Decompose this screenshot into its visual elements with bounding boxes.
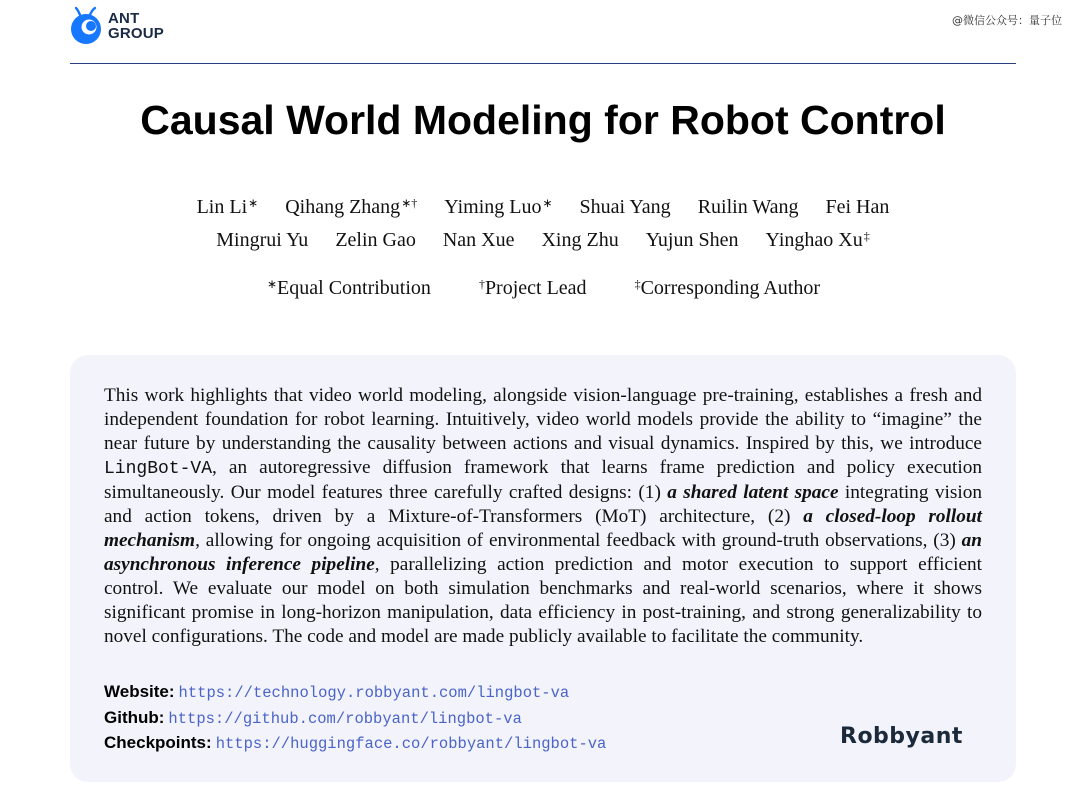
ant-group-logo [69,6,164,46]
resource-links [104,680,606,757]
author: Lin Li∗ [196,196,259,218]
website-label: Website: [104,682,175,701]
model-name: LingBot-VA [104,459,213,479]
logo-text-ant: ANT [108,10,140,27]
checkpoints-label: Checkpoints: [104,733,212,752]
design-1: a shared latent space [667,482,839,503]
note-equal-contribution: ∗Equal Contribution [266,277,431,299]
robbyant-logo: Robbyant [840,724,963,749]
author: Ruilin Wang [697,196,799,218]
author: Shuai Yang [579,196,671,218]
github-link[interactable]: https://github.com/robbyant/lingbot-va [168,709,522,728]
website-link[interactable]: https://technology.robbyant.com/lingbot-va [178,684,570,702]
checkpoints-link[interactable]: https://huggingface.co/robbyant/lingbot-va [215,735,607,753]
github-row [104,706,606,732]
author: Yiming Luo∗ [444,196,553,218]
abstract-text: This work highlights that video world modeling, alongside vision-language pre-training, establishes a fresh and independent foundation for robot learning. Intuitively, video world models provide the ability to “imagine” the near future by understanding the causality between actions and visual dynamics. Inspired by this, we introduce LingBot-VA, an autoregressive diffusion framework that learns frame prediction and policy execution simultaneously. Our model features three carefully crafted designs: (1) a shared latent space integrating vision and action tokens, driven by a Mixture-of-Transformers (MoT) architecture, (2) a closed-loop rollout mechanism, allowing for ongoing acquisition of environmental feedback with ground-truth observations, (3) an asynchronous inference pipeline, parallelizing action prediction and motor execution to support efficient control. We evaluate our model on both simulation benchmarks and real-world scenarios, where it shows significant promise in long-horizon manipulation, data efficiency in post-training, and strong generalizability to novel configurations. The code and model are made publicly available to facilitate the community. [104,385,983,647]
author: Yujun Shen [645,229,739,251]
design-2: a closed-loop rollout mechanism [104,506,982,551]
author: Xing Zhu [541,229,619,251]
header-divider [70,63,1016,64]
authors-row-2 [0,227,1080,253]
design-3: an asynchronous inference pipeline [104,530,982,575]
authors-row-1 [0,194,1080,220]
logo-text-group: GROUP [108,25,165,42]
logo-text [108,11,164,41]
author-notes [0,275,1080,301]
author: Qihang Zhang∗† [285,196,418,218]
author: Zelin Gao [335,229,416,251]
website-row [104,680,606,706]
note-corresponding-author: ‡Corresponding Author [634,277,820,299]
watermark: @微信公众号：量子位 [952,14,1062,27]
author: Fei Han [825,196,890,218]
ant-logo-icon [69,6,103,46]
paper-title: Causal World Modeling for Robot Control [140,97,946,143]
author: Mingrui Yu [216,229,309,251]
checkpoints-row [104,731,606,757]
note-project-lead: †Project Lead [478,277,587,299]
github-label: Github: [104,707,165,727]
author: Yinghao Xu‡ [765,229,870,251]
author: Nan Xue [442,229,515,251]
